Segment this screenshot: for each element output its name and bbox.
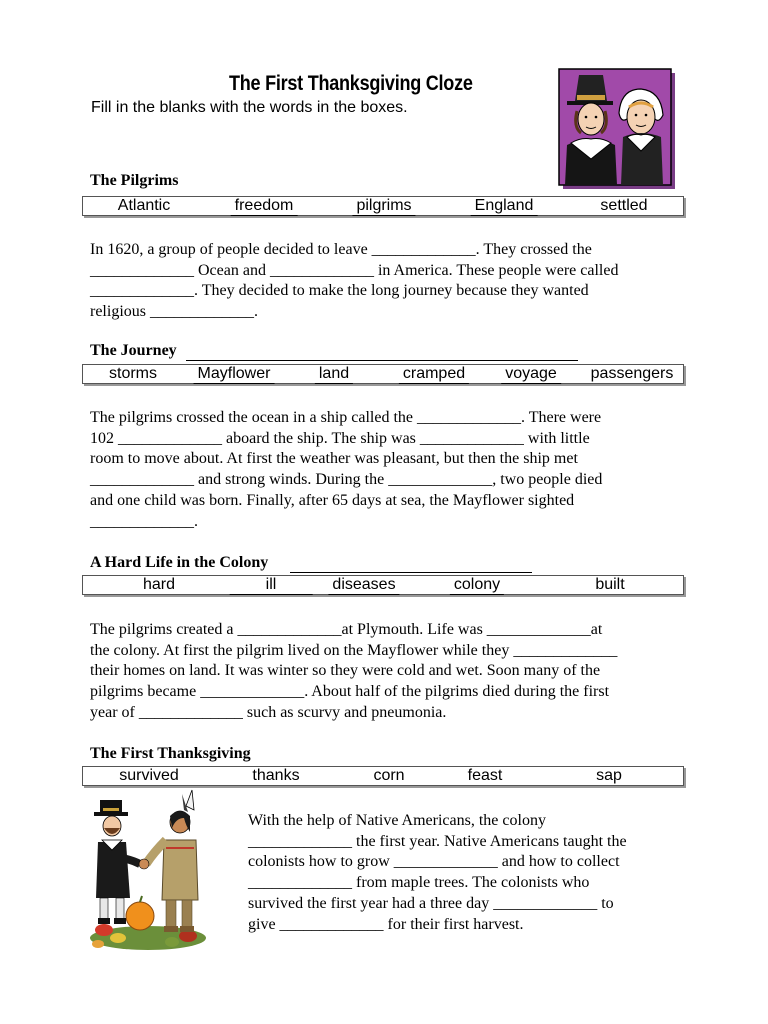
word-bank-item: survived xyxy=(119,767,179,784)
heading-underline xyxy=(290,572,532,573)
section-heading-colony: A Hard Life in the Colony xyxy=(90,554,269,571)
word-bank-pilgrims xyxy=(82,196,684,216)
section-heading-thanksgiving: The First Thanksgiving xyxy=(90,745,251,762)
word-bank-item: built xyxy=(595,576,625,593)
paragraph-line: survived the first year had a three day _____________ to xyxy=(248,894,614,912)
paragraph-line: _____________ the first year. Native Americans taught the xyxy=(248,832,627,850)
section-heading-journey: The Journey xyxy=(90,342,177,359)
heading-underline xyxy=(186,360,578,361)
paragraph-line: religious _____________. xyxy=(90,303,258,321)
paragraph-line: The pilgrims created a _____________at Plymouth. Life was _____________at xyxy=(90,621,603,638)
paragraph-line: The pilgrims crossed the ocean in a ship called the _____________. There were xyxy=(90,409,602,426)
word-bank-item: feast xyxy=(467,767,503,784)
paragraph-line: _____________ and strong winds. During the _____________, two people died xyxy=(90,471,603,489)
word-bank-item: corn xyxy=(373,767,405,784)
cloze-paragraph-journey xyxy=(90,408,602,532)
paragraph-line: give _____________ for their first harvest. xyxy=(248,915,524,933)
word-bank-item: storms xyxy=(109,365,157,382)
instructions: Fill in the blanks with the words in the boxes. xyxy=(91,99,408,116)
word-bank-item: Atlantic xyxy=(117,197,171,214)
word-bank-item: pilgrims xyxy=(356,197,411,215)
word-bank-item: freedom xyxy=(235,197,294,215)
paragraph-line: room to move about. At first the weather was pleasant, but then the ship met xyxy=(90,450,578,468)
pilgrim-couple-illustration xyxy=(557,67,679,195)
word-bank-item: sap xyxy=(596,767,622,784)
paragraph-line: the colony. At first the pilgrim lived on the Mayflower while they _____________ xyxy=(90,641,618,659)
page-title: The First Thanksgiving Cloze xyxy=(229,72,473,95)
word-bank-item: England xyxy=(475,197,534,215)
word-bank-item: Mayflower xyxy=(198,365,271,383)
paragraph-line: and one child was born. Finally, after 65 days at sea, the Mayflower sighted xyxy=(90,491,575,509)
paragraph-line: _____________. They decided to make the long journey because they wanted xyxy=(90,282,589,300)
word-bank-item: cramped xyxy=(403,365,465,383)
word-bank-item: diseases xyxy=(332,576,395,594)
paragraph-line: _____________ Ocean and _____________ in America. These people were called xyxy=(90,261,619,279)
word-bank-journey xyxy=(82,364,684,384)
word-bank-item: passengers xyxy=(590,365,674,382)
cloze-paragraph-thanksgiving xyxy=(248,811,627,935)
pilgrim-native-handshake-illustration xyxy=(88,788,212,954)
word-bank-item: settled xyxy=(600,197,648,214)
word-bank-item: hard xyxy=(142,576,176,593)
word-bank-item: land xyxy=(319,365,349,383)
paragraph-line: their homes on land. It was winter so they were cold and wet. Soon many of the xyxy=(90,662,601,680)
cloze-paragraph-pilgrims xyxy=(90,240,618,323)
paragraph-line: pilgrims became _____________. About half of the pilgrims died during the first xyxy=(90,683,610,701)
paragraph-line: colonists how to grow _____________ and how to collect xyxy=(248,853,620,871)
paragraph-line: _____________ from maple trees. The colonists who xyxy=(248,874,590,892)
word-bank-item: colony xyxy=(454,576,500,594)
word-bank-colony xyxy=(82,575,684,595)
word-bank-thanksgiving xyxy=(82,766,684,786)
paragraph-line: With the help of Native Americans, the colony xyxy=(248,812,546,829)
word-bank-item: ill xyxy=(266,576,277,594)
paragraph-line: 102 _____________ aboard the ship. The ship was _____________ with little xyxy=(90,429,590,447)
word-bank-item: thanks xyxy=(252,767,300,784)
section-heading-pilgrims: The Pilgrims xyxy=(90,172,179,189)
paragraph-line: _____________. xyxy=(90,512,198,530)
word-bank-item: voyage xyxy=(505,365,557,383)
paragraph-line: year of _____________ such as scurvy and pneumonia. xyxy=(90,703,447,721)
cloze-paragraph-colony xyxy=(90,620,617,724)
paragraph-line: In 1620, a group of people decided to leave _____________. They crossed the xyxy=(90,241,592,258)
